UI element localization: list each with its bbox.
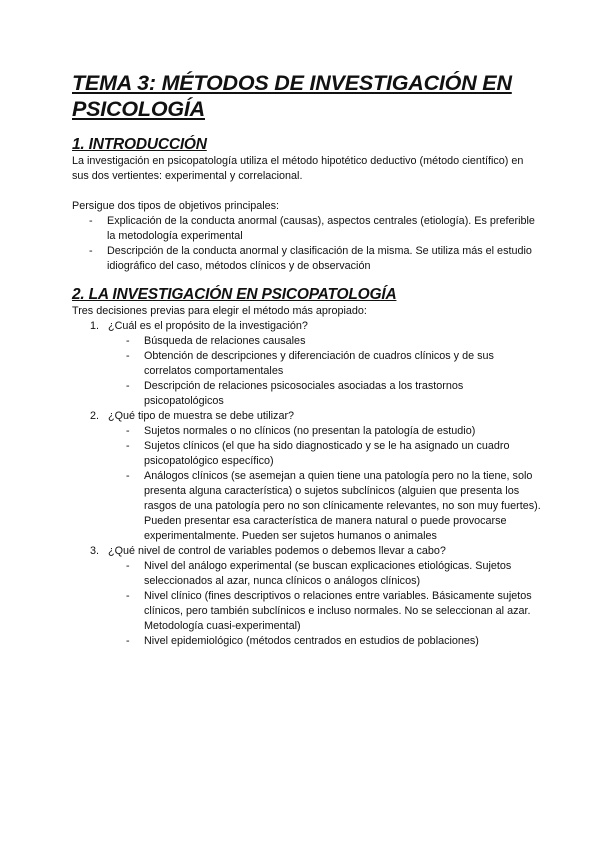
list-item: - Explicación de la conducta anormal (causas), aspectos centrales (etiología). Es preferible la metodología experimental <box>72 214 542 244</box>
question-item <box>72 409 542 544</box>
question-text: ¿Qué nivel de control de variables podemos o debemos llevar a cabo? <box>108 545 446 557</box>
list-item: - Nivel clínico (fines descriptivos o relaciones entre variables. Básicamente sujetos clínicos, pero también subclínicos e incluso normales. No se seleccionan al azar. Metodología cuasi-experimental) <box>126 589 542 634</box>
spacer <box>72 184 542 199</box>
list-item: - Descripción de relaciones psicosociales asociadas a los trastornos psicopatológicos <box>126 379 542 409</box>
question-text: ¿Qué tipo de muestra se debe utilizar? <box>108 410 295 422</box>
answer-list <box>126 559 542 649</box>
document-title: TEMA 3: MÉTODOS DE INVESTIGACIÓN EN PSICOLOGÍA <box>72 71 512 121</box>
objectives-list <box>72 214 542 274</box>
section2-lead: Tres decisiones previas para elegir el método más apropiado: <box>72 305 367 317</box>
answer-list <box>126 424 542 544</box>
question-number: 3. <box>90 545 100 557</box>
document-page <box>72 70 542 649</box>
answer-list <box>126 334 542 409</box>
question-item <box>72 319 542 409</box>
question-text: ¿Cuál es el propósito de la investigación? <box>108 320 308 332</box>
list-item: - Sujetos normales o no clínicos (no presentan la patología de estudio) <box>126 424 542 439</box>
list-item: - Obtención de descripciones y diferenciación de cuadros clínicos y de sus correlatos comportamentales <box>126 349 542 379</box>
question-number: 1. <box>90 320 100 332</box>
question-number: 2. <box>90 410 100 422</box>
list-item: - Descripción de la conducta anormal y clasificación de la misma. Se utiliza más el estudio idiográfico del caso, métodos clínicos y de observación <box>72 244 542 274</box>
intro-paragraph: La investigación en psicopatología utiliza el método hipotético deductivo (método científico) en sus dos vertientes: experimental y correlacional. <box>72 155 524 182</box>
objectives-lead: Persigue dos tipos de objetivos principales: <box>72 200 280 212</box>
section-heading-introduccion: 1. INTRODUCCIÓN <box>72 136 207 153</box>
list-item: - Nivel epidemiológico (métodos centrados en estudios de poblaciones) <box>126 634 542 649</box>
list-item: - Búsqueda de relaciones causales <box>126 334 542 349</box>
list-item: - Sujetos clínicos (el que ha sido diagnosticado y se le ha asignado un cuadro psicopatológico específico) <box>126 439 542 469</box>
list-item: - Nivel del análogo experimental (se buscan explicaciones etiológicas. Sujetos seleccionados al azar, nunca clínicos o análogos clínicos) <box>126 559 542 589</box>
section-heading-investigacion: 2. LA INVESTIGACIÓN EN PSICOPATOLOGÍA <box>72 286 397 303</box>
list-item: - Análogos clínicos (se asemejan a quien tiene una patología pero no la tiene, solo presenta alguna característica) o sujetos subclínicos (alguien que presenta los rasgos de una patología pero no son clínicamente relevantes, no son muy fuertes). Pueden presentar esa característica de manera natural o puede provocarse experimentalmente. Pueden ser sujetos humanos o animales <box>126 469 542 544</box>
questions-list <box>72 319 542 649</box>
question-item <box>72 544 542 649</box>
